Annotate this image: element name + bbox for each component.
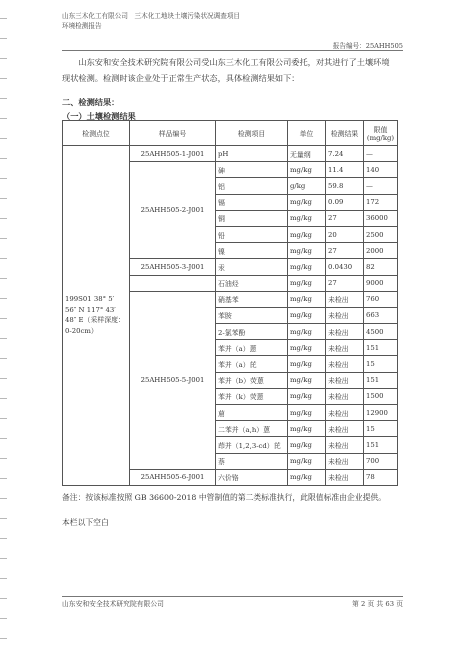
sampling-location: 199S01 38° 5′ 56″ N 117° 43′ 48″ E（采样深度：0-20cm） — [63, 146, 130, 486]
item-cell: 二苯并（a,h）蒽 — [216, 421, 288, 437]
margin-tick — [0, 158, 7, 159]
result-cell: 27 — [326, 210, 364, 226]
margin-tick — [0, 618, 7, 619]
result-cell: 未检出 — [326, 324, 364, 340]
margin-tick — [0, 218, 7, 219]
header-line-2: 环境检测报告 — [62, 22, 102, 30]
item-cell: 铝 — [216, 178, 288, 194]
limit-cell: 151 — [364, 437, 398, 453]
unit-cell: mg/kg — [288, 469, 326, 485]
margin-tick — [0, 38, 7, 39]
limit-cell: — — [364, 146, 398, 162]
margin-tick — [0, 358, 7, 359]
result-cell: 27 — [326, 275, 364, 291]
intro-paragraph: 山东安和安全技术研究院有限公司受山东三木化工有限公司委托，对其进行了土壤环境现状检测。检测时该企业处于正常生产状态，具体检测结果如下： — [62, 57, 390, 83]
item-cell: 石油烃 — [216, 275, 288, 291]
margin-tick — [0, 98, 7, 99]
result-cell: 未检出 — [326, 340, 364, 356]
unit-cell: mg/kg — [288, 372, 326, 388]
unit-cell: mg/kg — [288, 356, 326, 372]
limit-cell: 140 — [364, 162, 398, 178]
col-header-limit: 限值 (mg/kg) — [364, 121, 398, 146]
header-title — [62, 11, 240, 31]
result-cell: 未检出 — [326, 307, 364, 323]
item-cell: 萘 — [216, 453, 288, 469]
footer-company: 山东安和安全技术研究院有限公司 — [62, 600, 164, 608]
report-number: 报告编号：25AHH505 — [332, 42, 403, 50]
item-cell: 硝基苯 — [216, 291, 288, 307]
unit-cell: mg/kg — [288, 162, 326, 178]
unit-cell: mg/kg — [288, 388, 326, 404]
limit-cell: 78 — [364, 469, 398, 485]
margin-tick — [0, 378, 7, 379]
item-cell: 苯胺 — [216, 307, 288, 323]
item-cell: 苯并（b）荧蒽 — [216, 372, 288, 388]
item-cell: 汞 — [216, 259, 288, 275]
unit-cell: mg/kg — [288, 340, 326, 356]
soil-results-table — [62, 120, 398, 486]
table-header-row — [63, 121, 398, 146]
margin-tick — [0, 318, 7, 319]
margin-tick — [0, 138, 7, 139]
margin-tick — [0, 338, 7, 339]
margin-tick — [0, 398, 7, 399]
limit-cell: 36000 — [364, 210, 398, 226]
unit-cell: mg/kg — [288, 226, 326, 242]
margin-tick — [0, 558, 7, 559]
unit-cell: mg/kg — [288, 259, 326, 275]
margin-tick — [0, 58, 7, 59]
limit-cell: 15 — [364, 356, 398, 372]
col-header-location: 检测点位 — [63, 121, 130, 146]
footer-page-number: 第 2 页 共 63 页 — [352, 600, 403, 608]
limit-cell: 663 — [364, 307, 398, 323]
item-cell: 六价铬 — [216, 469, 288, 485]
margin-tick — [0, 178, 7, 179]
end-marker: 本栏以下空白 — [62, 518, 109, 527]
limit-cell: 82 — [364, 259, 398, 275]
result-cell: 未检出 — [326, 421, 364, 437]
result-cell: 未检出 — [326, 437, 364, 453]
margin-tick — [0, 198, 7, 199]
result-cell: 未检出 — [326, 469, 364, 485]
unit-cell: mg/kg — [288, 453, 326, 469]
margin-tick — [0, 598, 7, 599]
table-row — [63, 146, 398, 162]
margin-tick — [0, 238, 7, 239]
margin-tick — [0, 118, 7, 119]
result-cell: 未检出 — [326, 405, 364, 421]
result-cell: 27 — [326, 243, 364, 259]
item-cell: 2-氯苯酚 — [216, 324, 288, 340]
result-cell: 59.8 — [326, 178, 364, 194]
margin-tick — [0, 278, 7, 279]
limit-cell: 2500 — [364, 226, 398, 242]
unit-cell: mg/kg — [288, 275, 326, 291]
margin-tick — [0, 78, 7, 79]
item-cell: 䓛 — [216, 405, 288, 421]
margin-tick — [0, 538, 7, 539]
result-cell: 0.09 — [326, 194, 364, 210]
item-cell: 砷 — [216, 162, 288, 178]
col-header-unit: 单位 — [288, 121, 326, 146]
limit-cell: — — [364, 178, 398, 194]
result-cell: 0.0430 — [326, 259, 364, 275]
result-cell: 未检出 — [326, 453, 364, 469]
item-cell: 镍 — [216, 243, 288, 259]
margin-tick — [0, 438, 7, 439]
limit-cell: 151 — [364, 340, 398, 356]
header-rule — [62, 50, 403, 51]
result-cell: 11.4 — [326, 162, 364, 178]
item-cell: 苯并（a）蒽 — [216, 340, 288, 356]
unit-cell: mg/kg — [288, 324, 326, 340]
header-line-1: 山东三木化工有限公司 三木化工地块土壤污染状况调查项目 — [62, 12, 241, 20]
unit-cell: mg/kg — [288, 291, 326, 307]
item-cell: 镉 — [216, 194, 288, 210]
margin-tick — [0, 258, 7, 259]
result-cell: 未检出 — [326, 291, 364, 307]
unit-cell: 无量纲 — [288, 146, 326, 162]
result-cell: 20 — [326, 226, 364, 242]
margin-tick — [0, 518, 7, 519]
unit-cell: mg/kg — [288, 307, 326, 323]
result-cell: 7.24 — [326, 146, 364, 162]
unit-cell: g/kg — [288, 178, 326, 194]
limit-cell: 151 — [364, 372, 398, 388]
col-header-result: 检测结果 — [326, 121, 364, 146]
item-cell: pH — [216, 146, 288, 162]
sample-id: 25AHH505-1-J001 — [130, 146, 216, 162]
limit-cell: 760 — [364, 291, 398, 307]
result-cell: 未检出 — [326, 388, 364, 404]
sample-id: 25AHH505-2-J001 — [130, 162, 216, 259]
item-cell: 铅 — [216, 226, 288, 242]
sample-id: 25AHH505-5-J001 — [130, 291, 216, 469]
item-cell: 铜 — [216, 210, 288, 226]
unit-cell: mg/kg — [288, 194, 326, 210]
subsection-title: （一）土壤检测结果 — [62, 111, 136, 121]
limit-cell: 12900 — [364, 405, 398, 421]
unit-cell: mg/kg — [288, 437, 326, 453]
result-cell: 未检出 — [326, 356, 364, 372]
margin-tick — [0, 458, 7, 459]
unit-cell: mg/kg — [288, 421, 326, 437]
result-cell: 未检出 — [326, 372, 364, 388]
sample-id: 25AHH505-3-J001 — [130, 259, 216, 275]
limit-cell: 172 — [364, 194, 398, 210]
limit-cell: 9000 — [364, 275, 398, 291]
col-header-item: 检测项目 — [216, 121, 288, 146]
sample-id: 25AHH505-6-J001 — [130, 469, 216, 485]
footer-rule — [62, 596, 403, 597]
limit-cell: 15 — [364, 421, 398, 437]
col-header-sample-id: 样品编号 — [130, 121, 216, 146]
sample-id — [130, 275, 216, 291]
margin-tick — [0, 498, 7, 499]
margin-tick — [0, 18, 7, 19]
unit-cell: mg/kg — [288, 210, 326, 226]
unit-cell: mg/kg — [288, 243, 326, 259]
remarks: 备注：按该标准按照 GB 36600-2018 中管制值的第二类标准执行，此限值标准由企业提供。 — [62, 493, 386, 502]
limit-cell: 4500 — [364, 324, 398, 340]
item-cell: 苯并（k）荧蒽 — [216, 388, 288, 404]
margin-tick — [0, 418, 7, 419]
item-cell: 茚并（1,2,3-cd）芘 — [216, 437, 288, 453]
margin-tick — [0, 478, 7, 479]
limit-cell: 700 — [364, 453, 398, 469]
margin-tick — [0, 578, 7, 579]
limit-cell: 2000 — [364, 243, 398, 259]
item-cell: 苯并（a）芘 — [216, 356, 288, 372]
margin-tick — [0, 638, 7, 639]
section-title: 二、检测结果： — [62, 97, 120, 107]
table-body — [63, 146, 398, 486]
limit-cell: 1500 — [364, 388, 398, 404]
margin-tick — [0, 298, 7, 299]
unit-cell: mg/kg — [288, 405, 326, 421]
